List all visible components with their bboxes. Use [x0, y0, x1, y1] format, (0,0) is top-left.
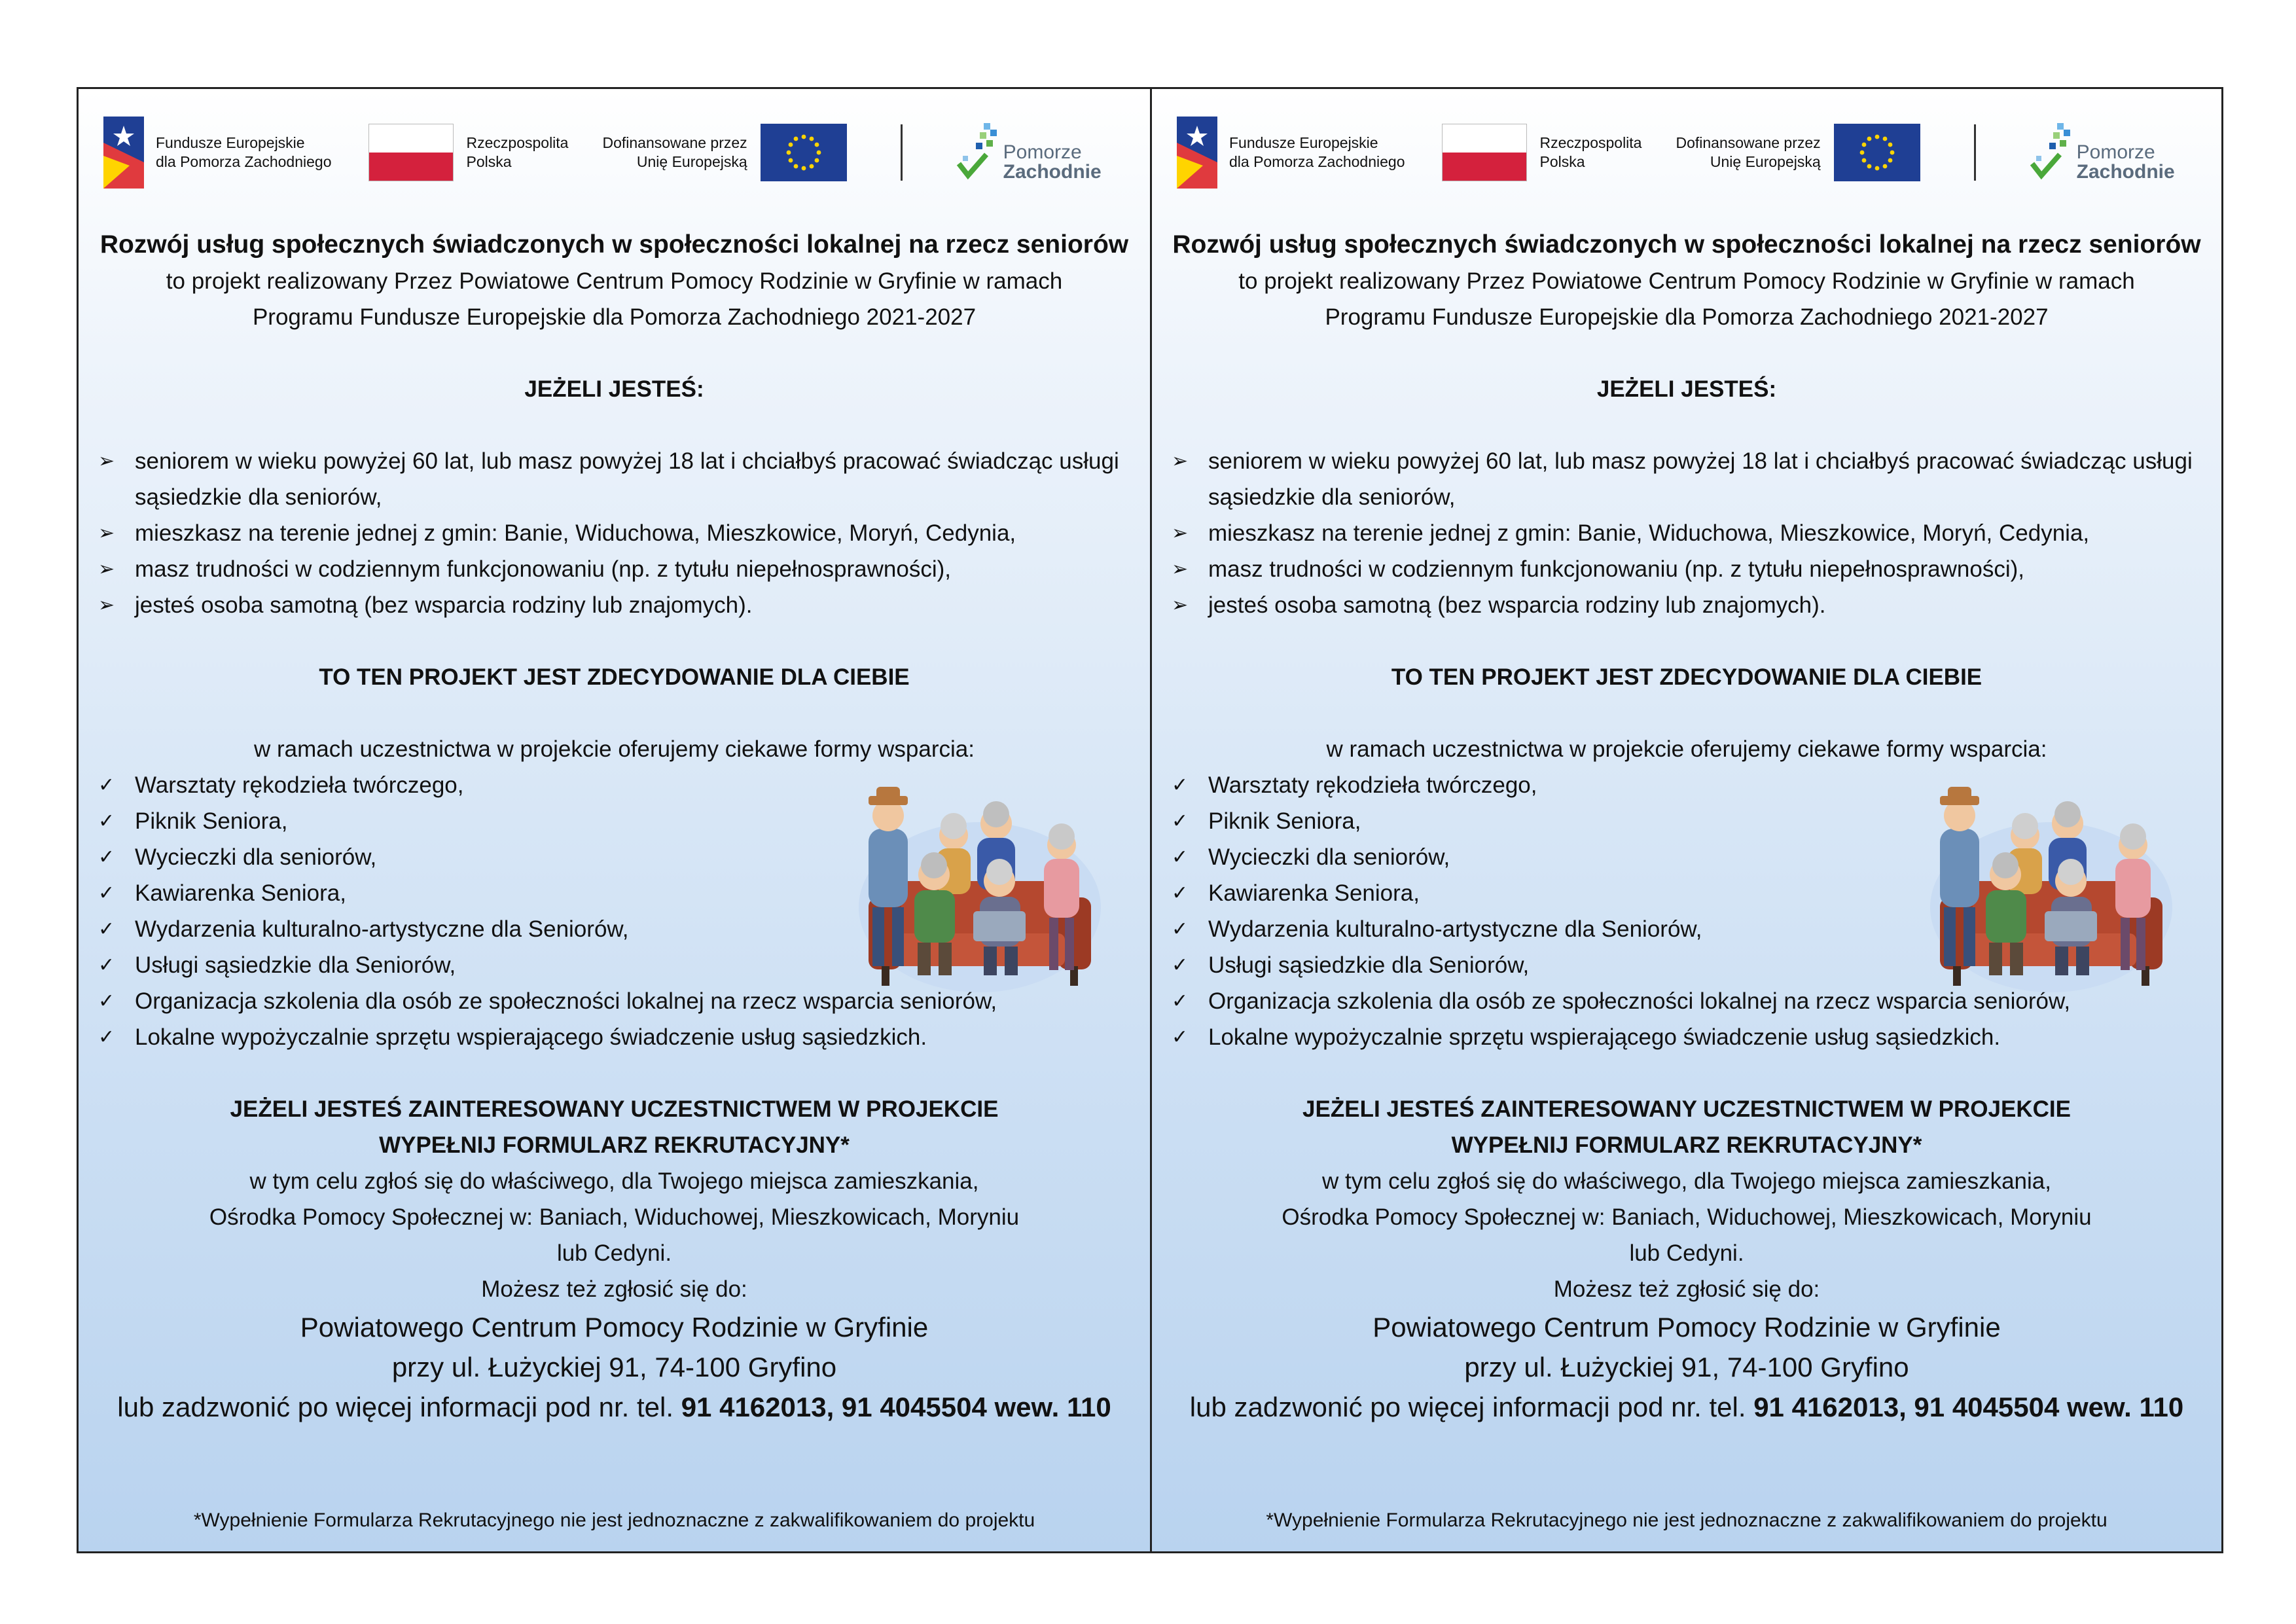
phone-numbers: 91 4162013, 91 4045504 wew. 110	[681, 1392, 1111, 1422]
pz-line-2: Zachodnie	[1003, 161, 1102, 183]
logo-strip	[103, 103, 1125, 202]
list-item	[1172, 515, 2202, 551]
support-intro: w ramach uczestnictwa w projekcie oferujemy ciekawe formy wsparcia:	[1326, 736, 2047, 762]
list-item	[1172, 551, 2202, 587]
eu-logo-text	[602, 134, 747, 171]
list-item-text: Warsztaty rękodzieła twórczego,	[135, 772, 464, 798]
checkmark-icon: ✓	[98, 846, 115, 869]
pz-logo-icon	[2030, 123, 2075, 182]
seniors-illustration	[1927, 783, 2176, 999]
checkmark-icon: ✓	[1172, 810, 1189, 833]
cta-line-2: WYPEŁNIJ FORMULARZ REKRUTACYJNY*	[379, 1132, 850, 1158]
fe-flag-icon	[1177, 117, 1217, 189]
polish-flag-icon	[1442, 124, 1527, 181]
rp-line-1: Rzeczpospolita	[466, 134, 569, 151]
pz-logo-text	[2077, 143, 2175, 182]
alt-contact-line: Możesz też zgłosić się do:	[1553, 1276, 1820, 1302]
list-item-text: Wycieczki dla seniorów,	[1208, 844, 1450, 870]
cta-line-1: JEŻELI JESTEŚ ZAINTERESOWANY UCZESTNICTWEM W PROJEKCIE	[230, 1096, 999, 1122]
support-intro: w ramach uczestnictwa w projekcie oferujemy ciekawe formy wsparcia:	[254, 736, 975, 762]
office-address: przy ul. Łużyckiej 91, 74-100 Gryfino	[391, 1352, 837, 1382]
pz-line-1: Pomorze	[1003, 141, 1082, 163]
list-item-text: Piknik Seniora,	[135, 808, 288, 834]
arrowhead-bullet-icon: ➢	[98, 522, 115, 545]
leaflet-sheet	[77, 87, 2223, 1553]
eu-logo	[602, 124, 846, 181]
list-item-text: Usługi sąsiedzkie dla Seniorów,	[135, 952, 456, 978]
fe-logo	[103, 117, 332, 189]
project-title: Rozwój usług społecznych świadczonych w społeczności lokalnej na rzecz seniorów	[1172, 230, 2201, 259]
list-item	[1172, 587, 2202, 623]
fe-flag-icon	[103, 117, 144, 189]
phone-prefix: lub zadzwonić po więcej informacji pod nr. tel.	[117, 1392, 674, 1422]
checkmark-icon: ✓	[98, 882, 115, 905]
leaflet-body	[1172, 226, 2202, 1427]
checkmark-icon: ✓	[1172, 774, 1189, 797]
list-item-text: mieszkasz na terenie jednej z gmin: Banie, Widuchowa, Mieszkowice, Moryń, Cedynia,	[135, 520, 1016, 546]
arrowhead-bullet-icon: ➢	[1172, 522, 1189, 545]
rp-logo-text	[467, 134, 569, 171]
checkmark-icon: ✓	[1172, 954, 1189, 977]
logo-strip	[1177, 103, 2197, 202]
pz-logo	[956, 123, 1102, 182]
leaflet-body	[98, 226, 1130, 1427]
checkmark-icon: ✓	[1172, 918, 1189, 941]
subtitle-line-2: Programu Fundusze Europejskie dla Pomorza Zachodniego 2021-2027	[1325, 304, 2049, 330]
pz-line-1: Pomorze	[2076, 141, 2155, 163]
list-item-text: Wydarzenia kulturalno-artystyczne dla Seniorów,	[1208, 916, 1702, 942]
if-heading: JEŻELI JESTEŚ:	[524, 376, 704, 402]
list-item-text: Warsztaty rękodzieła twórczego,	[1208, 772, 1537, 798]
support-section	[1172, 767, 2202, 1055]
office-name: Powiatowego Centrum Pomocy Rodzinie w Gryfinie	[1372, 1312, 2001, 1343]
fe-line-1: Fundusze Europejskie	[1229, 134, 1378, 151]
seniors-illustration	[855, 783, 1104, 999]
list-item-text: Organizacja szkolenia dla osób ze społeczności lokalnej na rzecz wsparcia seniorów,	[1208, 988, 2071, 1014]
list-item-text: jesteś osoba samotną (bez wsparcia rodziny lub znajomych).	[1208, 592, 1826, 618]
list-item-text: Organizacja szkolenia dla osób ze społeczności lokalnej na rzecz wsparcia seniorów,	[135, 988, 997, 1014]
list-item	[1172, 443, 2202, 515]
pz-logo	[2030, 123, 2175, 182]
list-item-text: masz trudności w codziennym funkcjonowaniu (np. z tytułu niepełnosprawności),	[1208, 556, 2024, 582]
rp-line-1: Rzeczpospolita	[1539, 134, 1642, 151]
list-item	[1172, 1019, 2202, 1055]
list-item-text: mieszkasz na terenie jednej z gmin: Banie, Widuchowa, Mieszkowice, Moryń, Cedynia,	[1208, 520, 2090, 546]
polish-flag-icon	[368, 124, 454, 181]
fe-line-1: Fundusze Europejskie	[156, 134, 305, 151]
checkmark-icon: ✓	[1172, 990, 1189, 1013]
subtitle-line-2: Programu Fundusze Europejskie dla Pomorza Zachodniego 2021-2027	[252, 304, 977, 330]
arrowhead-bullet-icon: ➢	[98, 558, 115, 581]
list-item-text: Lokalne wypożyczalnie sprzętu wspierającego świadczenie usług sąsiedzkich.	[1208, 1024, 2001, 1050]
eu-flag-icon	[1834, 124, 1920, 181]
list-item	[98, 587, 1130, 623]
list-item-text: Wydarzenia kulturalno-artystyczne dla Seniorów,	[135, 916, 629, 942]
apply-line-2: Ośrodka Pomocy Społecznej w: Baniach, Widuchowej, Mieszkowicach, Moryniu	[209, 1204, 1020, 1230]
leaflet-panel-right	[1150, 89, 2221, 1551]
eu-line-2: Unię Europejską	[636, 153, 747, 170]
rp-logo-text	[1540, 134, 1642, 171]
checkmark-icon: ✓	[98, 774, 115, 797]
leaflet-panel-left	[79, 89, 1150, 1551]
list-item-text: Wycieczki dla seniorów,	[135, 844, 377, 870]
checkmark-icon: ✓	[98, 918, 115, 941]
project-title: Rozwój usług społecznych świadczonych w społeczności lokalnej na rzecz seniorów	[99, 230, 1129, 259]
office-name: Powiatowego Centrum Pomocy Rodzinie w Gryfinie	[300, 1312, 929, 1343]
arrowhead-bullet-icon: ➢	[98, 594, 115, 617]
checkmark-icon: ✓	[98, 990, 115, 1013]
if-heading: JEŻELI JESTEŚ:	[1596, 376, 1777, 402]
subtitle-line-1: to projekt realizowany Przez Powiatowe Centrum Pomocy Rodzinie w Gryfinie w ramach	[1238, 268, 2135, 294]
apply-line-2: Ośrodka Pomocy Społecznej w: Baniach, Widuchowej, Mieszkowicach, Moryniu	[1282, 1204, 2092, 1230]
phone-line	[1172, 1387, 2202, 1427]
pz-logo-text	[1003, 143, 1102, 182]
logo-divider	[1974, 124, 1976, 181]
list-item-text: jesteś osoba samotną (bez wsparcia rodziny lub znajomych).	[135, 592, 753, 618]
phone-prefix: lub zadzwonić po więcej informacji pod nr. tel.	[1189, 1392, 1746, 1422]
arrowhead-bullet-icon: ➢	[1172, 558, 1189, 581]
phone-line	[98, 1387, 1130, 1427]
criteria-list	[98, 443, 1130, 623]
rp-line-2: Polska	[1539, 153, 1585, 170]
fe-logo-text	[1229, 134, 1405, 171]
for-you-heading: TO TEN PROJEKT JEST ZDECYDOWANIE DLA CIEBIE	[319, 664, 910, 690]
arrowhead-bullet-icon: ➢	[1172, 594, 1189, 617]
list-item-text: Piknik Seniora,	[1208, 808, 1361, 834]
cta-line-2: WYPEŁNIJ FORMULARZ REKRUTACYJNY*	[1451, 1132, 1922, 1158]
checkmark-icon: ✓	[98, 810, 115, 833]
footnote: *Wypełnienie Formularza Rekrutacyjnego nie jest jednoznaczne z zakwalifikowaniem do projektu	[193, 1509, 1035, 1531]
apply-line-1: w tym celu zgłoś się do właściwego, dla Twojego miejsca zamieszkania,	[249, 1168, 979, 1194]
list-item-text: seniorem w wieku powyżej 60 lat, lub masz powyżej 18 lat i chciałbyś pracować świadcząc usługi sąsiedzkie dla seniorów,	[1208, 448, 2193, 510]
eu-logo-text	[1676, 134, 1820, 171]
eu-line-1: Dofinansowane przez	[1676, 134, 1821, 151]
list-item-text: Kawiarenka Seniora,	[135, 880, 346, 906]
eu-logo	[1676, 124, 1920, 181]
fe-line-2: dla Pomorza Zachodniego	[1229, 153, 1405, 170]
list-item	[98, 1019, 1130, 1055]
list-item-text: seniorem w wieku powyżej 60 lat, lub masz powyżej 18 lat i chciałbyś pracować świadcząc usługi sąsiedzkie dla seniorów,	[135, 448, 1119, 510]
checkmark-icon: ✓	[1172, 1026, 1189, 1049]
fe-logo-text	[156, 134, 332, 171]
list-item	[98, 443, 1130, 515]
arrowhead-bullet-icon: ➢	[98, 450, 115, 473]
eu-line-2: Unię Europejską	[1710, 153, 1821, 170]
checkmark-icon: ✓	[1172, 882, 1189, 905]
for-you-heading: TO TEN PROJEKT JEST ZDECYDOWANIE DLA CIEBIE	[1391, 664, 1982, 690]
rp-line-2: Polska	[466, 153, 512, 170]
subtitle-line-1: to projekt realizowany Przez Powiatowe Centrum Pomocy Rodzinie w Gryfinie w ramach	[166, 268, 1063, 294]
apply-line-3: lub Cedyni.	[556, 1240, 672, 1266]
list-item-text: Kawiarenka Seniora,	[1208, 880, 1420, 906]
pz-logo-icon	[956, 123, 1002, 182]
checkmark-icon: ✓	[98, 1026, 115, 1049]
list-item-text: Lokalne wypożyczalnie sprzętu wspierającego świadczenie usług sąsiedzkich.	[135, 1024, 927, 1050]
list-item	[98, 515, 1130, 551]
arrowhead-bullet-icon: ➢	[1172, 450, 1189, 473]
footnote: *Wypełnienie Formularza Rekrutacyjnego nie jest jednoznaczne z zakwalifikowaniem do projektu	[1266, 1509, 2108, 1531]
list-item-text: Usługi sąsiedzkie dla Seniorów,	[1208, 952, 1530, 978]
fe-logo	[1177, 117, 1405, 189]
checkmark-icon: ✓	[98, 954, 115, 977]
eu-flag-icon	[761, 124, 847, 181]
alt-contact-line: Możesz też zgłosić się do:	[481, 1276, 747, 1302]
eu-line-1: Dofinansowane przez	[602, 134, 747, 151]
pz-line-2: Zachodnie	[2076, 161, 2175, 183]
logo-divider	[901, 124, 903, 181]
list-item	[98, 551, 1130, 587]
support-section	[98, 767, 1130, 1055]
list-item-text: masz trudności w codziennym funkcjonowaniu (np. z tytułu niepełnosprawności),	[135, 556, 951, 582]
apply-line-1: w tym celu zgłoś się do właściwego, dla Twojego miejsca zamieszkania,	[1321, 1168, 2051, 1194]
office-address: przy ul. Łużyckiej 91, 74-100 Gryfino	[1464, 1352, 1909, 1382]
checkmark-icon: ✓	[1172, 846, 1189, 869]
criteria-list	[1172, 443, 2202, 623]
cta-line-1: JEŻELI JESTEŚ ZAINTERESOWANY UCZESTNICTWEM W PROJEKCIE	[1302, 1096, 2071, 1122]
fe-line-2: dla Pomorza Zachodniego	[156, 153, 332, 170]
apply-line-3: lub Cedyni.	[1629, 1240, 1744, 1266]
phone-numbers: 91 4162013, 91 4045504 wew. 110	[1753, 1392, 2184, 1422]
